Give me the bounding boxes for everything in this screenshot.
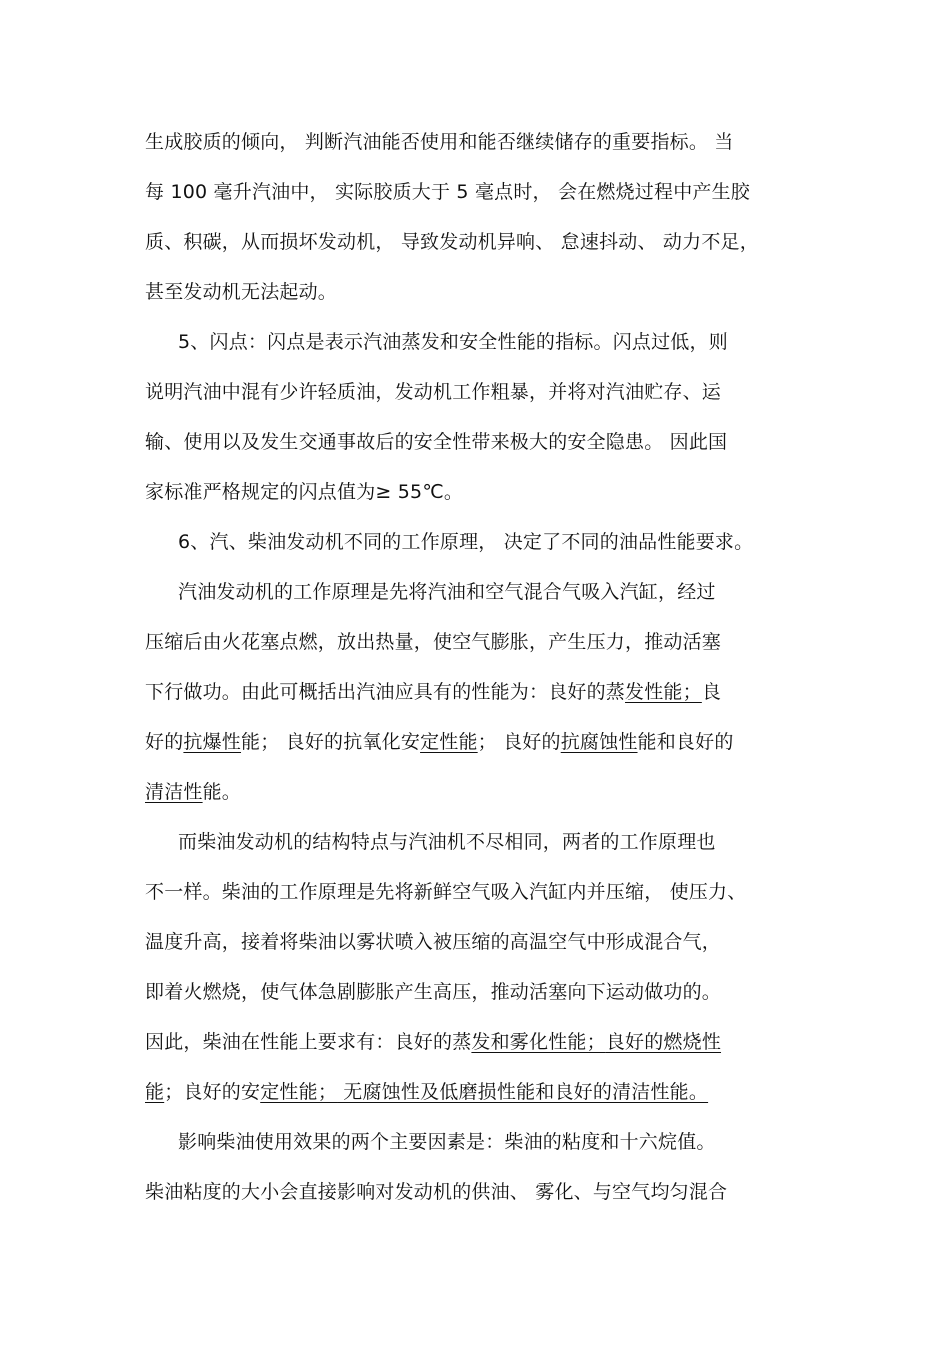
text-line [145, 930, 721, 954]
text-segment: ；良好的安 [164, 1081, 261, 1103]
underlined-text: 性能。 [650, 1081, 709, 1103]
paragraph-flash-point [178, 330, 728, 354]
text-line [145, 380, 721, 404]
text-segment: 能； 良好的抗氧化安 [241, 731, 421, 753]
underlined-text: 发性能； [625, 681, 702, 703]
text-line [145, 680, 721, 704]
text-segment: 家标准严格规定的闪点值为≥ 55℃。 [145, 481, 464, 503]
text-line [145, 430, 727, 454]
underlined-text: 良好的燃烧性 [605, 1031, 722, 1053]
text-segment: 柴油粘度的大小会直接影响对发动机的供油、 雾化、与空气均匀混合 [145, 1181, 728, 1203]
underlined-text: 发和雾化性能； [471, 1031, 606, 1053]
text-segment: ； 良好的 [477, 731, 561, 753]
text-line [145, 880, 746, 904]
text-line [145, 280, 337, 304]
text-line [145, 1080, 708, 1104]
text-line [145, 630, 721, 654]
text-segment: 温度升高，接着将柴油以雾状喷入被压缩的高温空气中形成混合气， [145, 931, 722, 953]
text-line [145, 730, 734, 754]
text-segment: 而柴油发动机的结构特点与汽油机不尽相同，两者的工作原理也 [178, 831, 716, 853]
underlined-text: 定性能 [420, 731, 478, 753]
paragraph-gasoline-engine [178, 580, 716, 604]
underlined-text: 无腐蚀性及低磨损性能和良好的清洁 [337, 1081, 651, 1103]
paragraph-diesel-factors [178, 1130, 716, 1154]
underlined-text: 抗爆性 [183, 731, 242, 753]
underlined-text: 清洁性 [145, 781, 203, 803]
text-segment: 5、闪点：闪点是表示汽油蒸发和安全性能的指标。闪点过低，则 [178, 331, 728, 353]
text-segment: 下行做功。由此可概括出汽油应具有的性能为：良好的蒸 [145, 681, 626, 703]
underlined-text: 能 [145, 1081, 165, 1103]
text-segment: 甚至发动机无法起动。 [145, 281, 338, 303]
text-line [145, 1180, 727, 1204]
text-segment: 质、积碳，从而损坏发动机， 导致发动机异响、 怠速抖动、 动力不足， [145, 231, 759, 253]
text-segment: 即着火燃烧，使气体急剧膨胀产生高压，推动活塞向下运动做功的。 [145, 981, 722, 1003]
text-line [145, 1030, 721, 1054]
text-line [145, 180, 750, 204]
underlined-text: 抗腐蚀性 [560, 731, 638, 753]
text-segment: 能。 [202, 781, 242, 803]
paragraph-diesel-engine [178, 830, 716, 854]
text-line [145, 230, 759, 254]
text-segment: 6、汽、柴油发动机不同的工作原理， 决定了不同的油品性能要求。 [178, 531, 754, 553]
text-segment: 不一样。柴油的工作原理是先将新鲜空气吸入汽缸内并压缩， 使压力、 [145, 881, 747, 903]
text-segment: 能和良好的 [637, 731, 734, 753]
text-line [145, 130, 733, 154]
text-segment: 压缩后由火花塞点燃，放出热量，使空气膨胀，产生压力，推动活塞 [145, 631, 722, 653]
text-line [145, 980, 721, 1004]
text-segment: 好的 [145, 731, 184, 753]
text-line [145, 780, 241, 804]
text-segment: 输、使用以及发生交通事故后的安全性带来极大的安全隐患。 因此国 [145, 431, 728, 453]
underlined-text: 定性能； [260, 1081, 338, 1103]
paragraph-engine-principles [178, 530, 753, 554]
text-segment: 每 100 毫升汽油中， 实际胶质大于 5 毫点时， 会在燃烧过程中产生胶 [145, 181, 750, 203]
text-line [145, 480, 463, 504]
text-segment: 良 [701, 681, 722, 703]
text-segment: 因此，柴油在性能上要求有：良好的蒸 [145, 1031, 472, 1053]
text-segment: 说明汽油中混有少许轻质油，发动机工作粗暴，并将对汽油贮存、运 [145, 381, 722, 403]
text-segment: 汽油发动机的工作原理是先将汽油和空气混合气吸入汽缸，经过 [178, 581, 716, 603]
text-segment: 生成胶质的倾向， 判断汽油能否使用和能否继续储存的重要指标。 当 [145, 131, 734, 153]
text-segment: 影响柴油使用效果的两个主要因素是：柴油的粘度和十六烷值。 [178, 1131, 716, 1153]
